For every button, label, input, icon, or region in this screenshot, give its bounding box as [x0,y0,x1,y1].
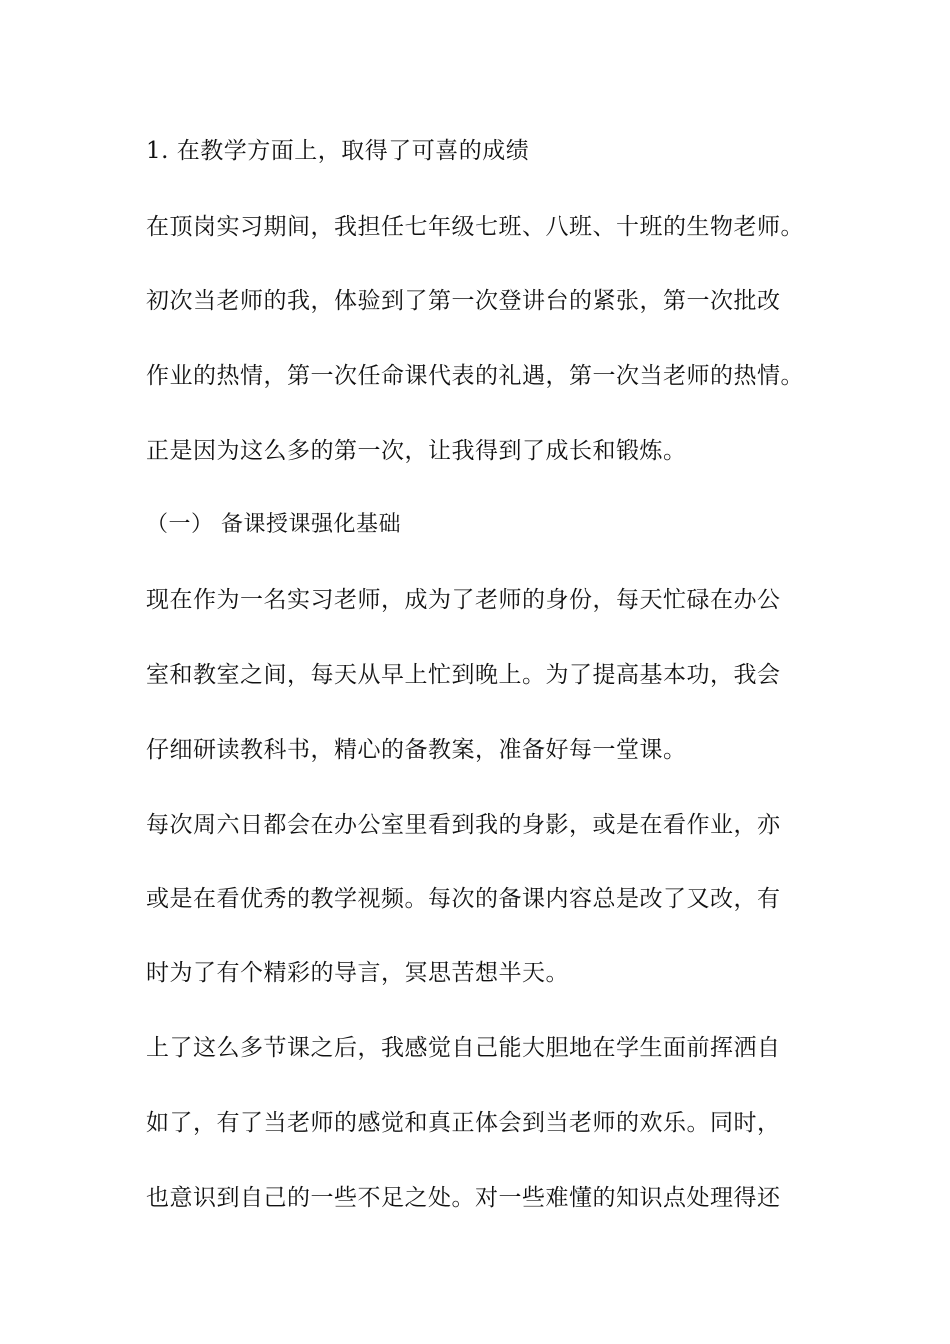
paragraph-line: 上了这么多节课之后，我感觉自己能大胆地在学生面前挥洒自 [146,1035,781,1061]
paragraph-line: 如了，有了当老师的感觉和真正体会到当老师的欢乐。同时， [146,1110,781,1136]
paragraph-line: 现在作为一名实习老师，成为了老师的身份，每天忙碌在办公 [146,587,781,613]
subsection-heading: （一） 备课授课强化基础 [146,512,401,537]
section-heading: 1. 在教学方面上，取得了可喜的成绩 [146,138,530,164]
paragraph-line: 也意识到自己的一些不足之处。对一些难懂的知识点处理得还 [146,1185,781,1211]
paragraph-line: 在顶岗实习期间，我担任七年级七班、八班、十班的生物老师。 [146,214,804,240]
paragraph-line: 作业的热情，第一次任命课代表的礼遇，第一次当老师的热情。 [146,363,804,389]
paragraph-line: 或是在看优秀的教学视频。每次的备课内容总是改了又改，有 [146,886,781,912]
paragraph-line: 室和教室之间，每天从早上忙到晚上。为了提高基本功，我会 [146,662,781,688]
paragraph-line: 正是因为这么多的第一次，让我得到了成长和锻炼。 [146,438,687,464]
paragraph-line: 每次周六日都会在办公室里看到我的身影，或是在看作业，亦 [146,812,781,838]
paragraph-line: 仔细研读教科书，精心的备教案，准备好每一堂课。 [146,737,687,763]
paragraph-line: 时为了有个精彩的导言，冥思苦想半天。 [146,960,569,986]
paragraph-line: 初次当老师的我，体验到了第一次登讲台的紧张，第一次批改 [146,288,781,314]
